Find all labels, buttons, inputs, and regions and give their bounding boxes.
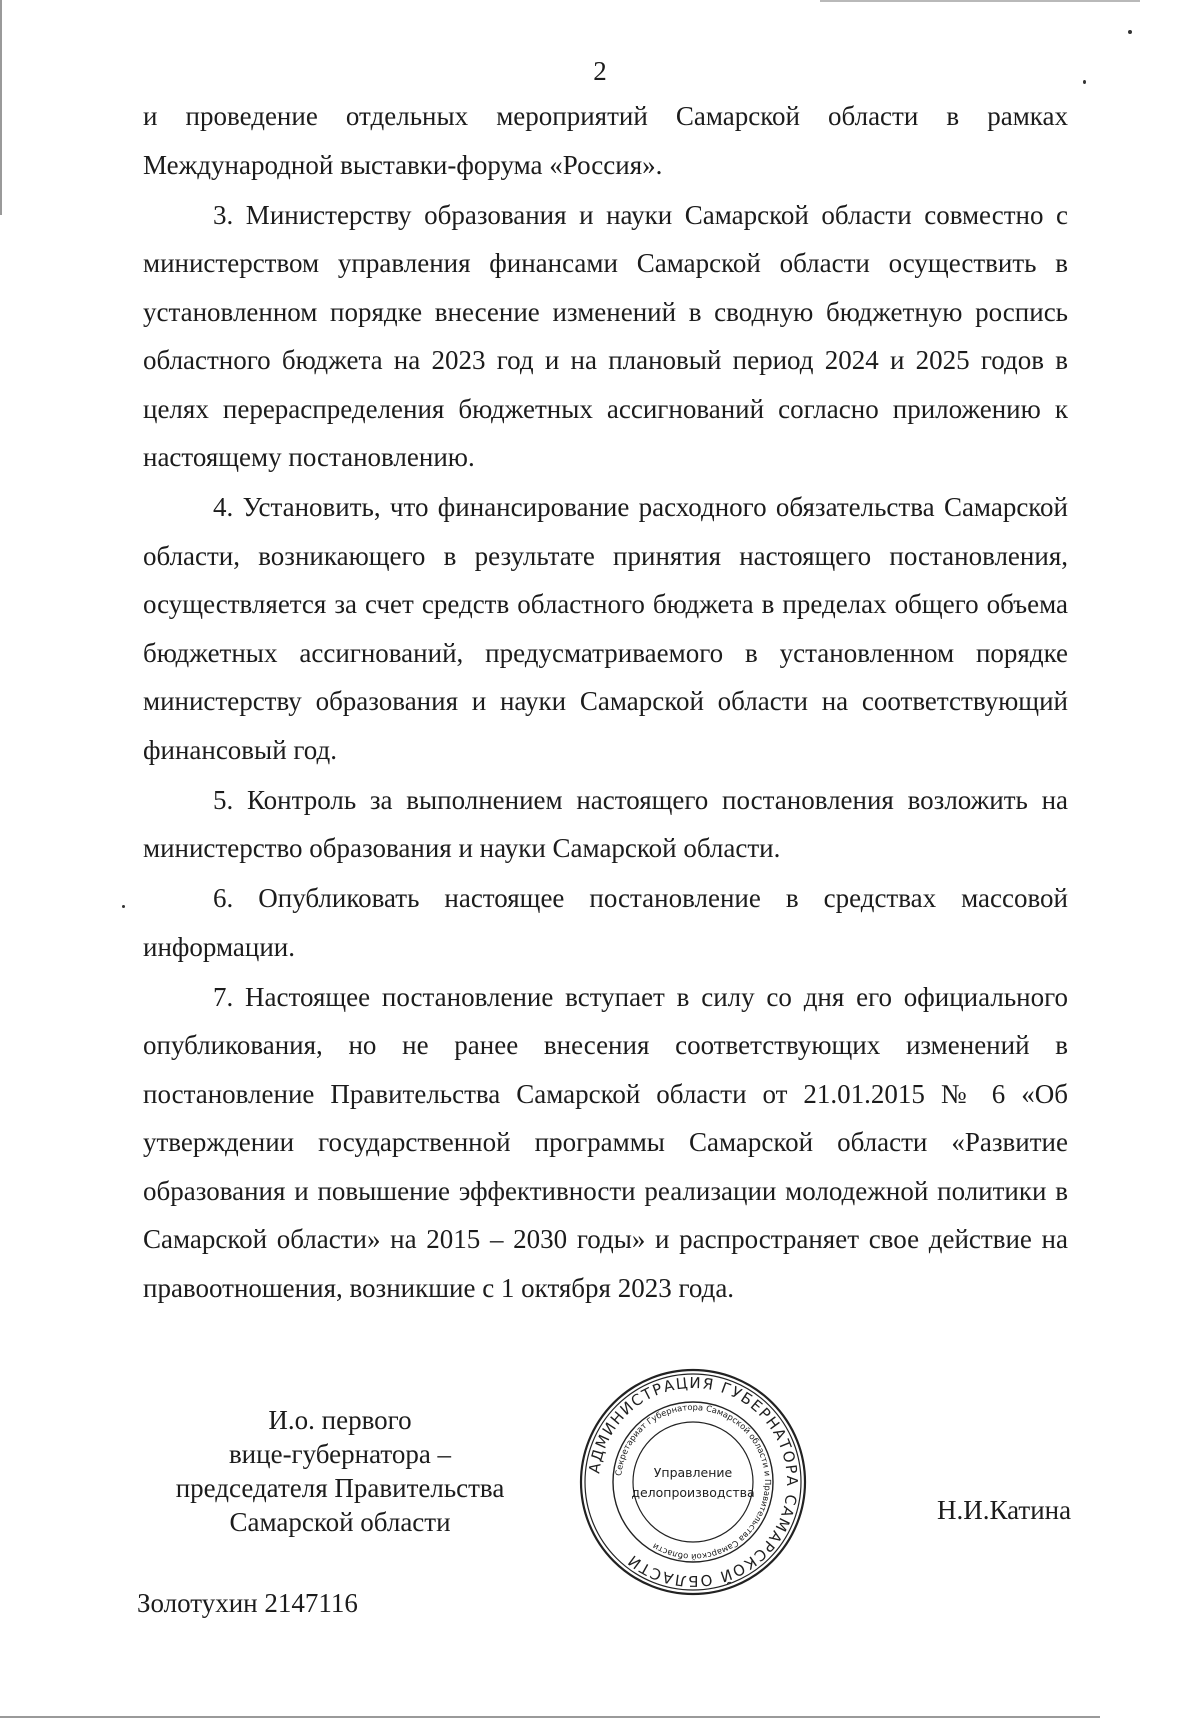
seal-outer-textpath: АДМИНИСТРАЦИЯ ГУБЕРНАТОРА САМАРСКОЙ ОБЛАСТИ	[585, 1373, 802, 1591]
scan-speck	[1128, 30, 1132, 34]
signer-name: Н.И.Катина	[937, 1495, 1072, 1525]
signer-title-line: И.о. первого	[268, 1405, 412, 1435]
scan-speck	[122, 905, 125, 908]
paragraph-4: 4. Установить, что финансирование расходного обязательства Самарской области, возникающего в результате принятия настоящего постановления, осуществляется за счет средств областного бюджета в пределах общего объема бюджетных ассигнований, предусматриваемого в установленном порядке министерству образования и науки Самарской области на соответствующий финансовый год.	[143, 492, 1068, 765]
signer-title-line: Самарской области	[229, 1507, 451, 1537]
seal-inner-text	[613, 1402, 773, 1562]
paragraph-continuation: и проведение отдельных мероприятий Самарской области в рамках Международной выставки-форума «Россия».	[143, 101, 1068, 180]
official-seal	[577, 1366, 809, 1598]
paragraph-6: 6. Опубликовать настоящее постановление в средствах массовой информации.	[143, 883, 1068, 962]
seal-center-line-1: Управление	[653, 1465, 733, 1480]
paragraph-3: 3. Министерству образования и науки Самарской области совместно с министерством управления финансами Самарской области осуществить в установленном порядке внесение изменений в сводную бюджетную роспись областного бюджета на 2023 год и на плановый период 2024 и 2025 годов в целях перераспределения бюджетных ассигнований согласно приложению к настоящему постановлению.	[143, 199, 1068, 472]
signer-title	[150, 1403, 530, 1539]
document-body	[143, 92, 1068, 1314]
seal-center-line-2: делопроизводства	[631, 1485, 755, 1500]
signer-title-line: вице-губернатора –	[228, 1439, 452, 1469]
signer-title-line: председателя Правительства	[175, 1473, 505, 1503]
page-number: 2	[593, 56, 607, 86]
seal-inner-textpath: Секретариат Губернатора Самарской области и Правительства Самарской области	[613, 1401, 774, 1563]
paragraph-5: 5. Контроль за выполнением настоящего постановления возложить на министерство образования и науки Самарской области.	[143, 784, 1068, 863]
scan-edge-top	[820, 0, 1140, 2]
scan-edge-left	[0, 0, 2, 215]
executor-contact: Золотухин 2147116	[137, 1588, 358, 1618]
paragraph-7: 7. Настоящее постановление вступает в силу со дня его официального опубликования, но не ранее внесения соответствующих изменений в постановление Правительства Самарской области от 21.01.2015 № 6 «Об утверждении государственной программы Самарской области «Развитие образования и повышение эффективности реализации молодежной политики в Самарской области» на 2015 – 2030 годы» и распространяет свое действие на правоотношения, возникшие с 1 октября 2023 года.	[143, 981, 1068, 1303]
